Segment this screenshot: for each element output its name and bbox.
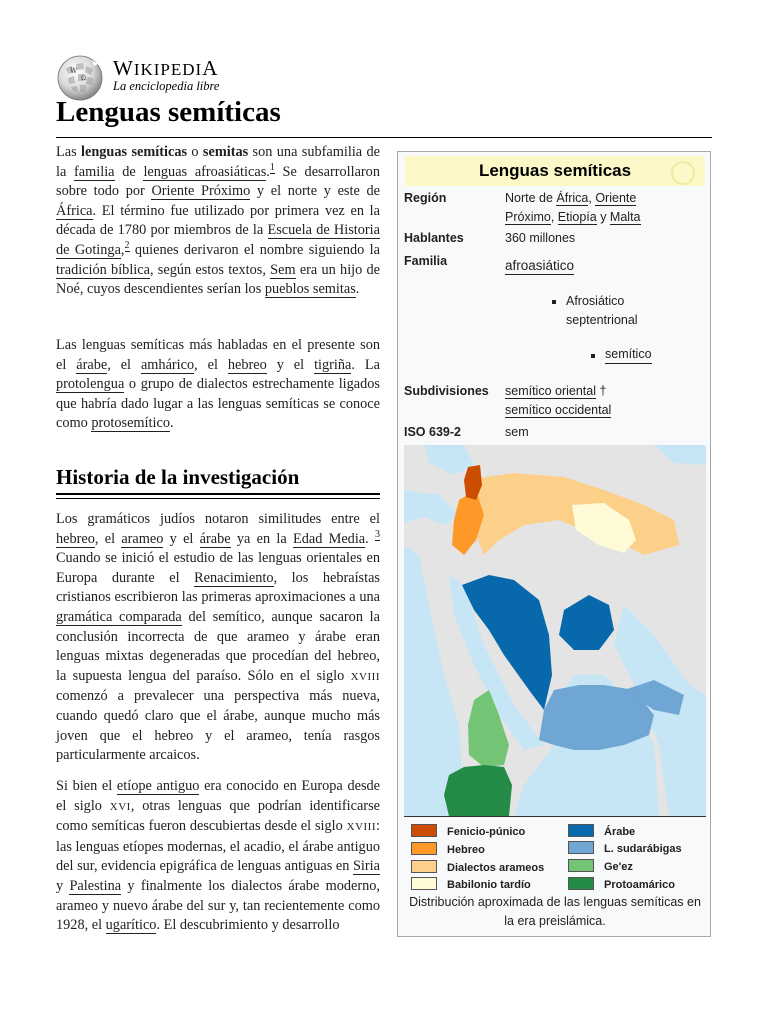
history-paragraph-1: Los gramáticos judíos notaron similitudes entre el hebreo, el arameo y el árabe ya en la Edad Media. $^3$ Cuando se inició el estudio de las lenguas orientales en Europa durante el Renacimiento, los hebraístas cristianos escribieron las primeras aproximaciones a una gramática comparada del semítico, aunque sacaron la conclusión incorrecta de que arameo y árabe eran lenguas mixtas degeneradas que procedían del hebreo, la supuesta lengua del paraíso. Sólo en el siglo XVIII comenzó a prevalecer una perspectiva más nueva, cuando quedó claro que el árabe, aunque mucho más joven que el hebreo y el arameo, tenía rasgos particularmente arcaicos. <box>56 511 380 764</box>
link-siria[interactable]: Siria <box>352 858 380 875</box>
legend-item: Ge'ez <box>568 859 633 873</box>
link-malta[interactable]: Malta <box>609 209 641 224</box>
region-protoamarico <box>444 765 512 816</box>
svg-text:Ω: Ω <box>81 75 86 82</box>
infobox-label-region: Región <box>404 191 447 205</box>
link-pueblos-semitas[interactable]: pueblos semitas <box>264 281 356 298</box>
link-protolengua[interactable]: protolengua <box>56 376 125 393</box>
link-proximo[interactable]: Próximo <box>505 209 551 224</box>
legend-swatch <box>568 877 594 890</box>
link-edad-media[interactable]: Edad Media <box>292 530 366 547</box>
reference-2[interactable]: 2 <box>124 240 130 252</box>
legend-item: Árabe <box>568 824 635 838</box>
link-amharico[interactable]: amhárico <box>140 356 195 373</box>
legend-item: L. sudarábigas <box>568 841 682 855</box>
bullet <box>591 354 595 358</box>
title-divider <box>56 137 712 138</box>
bullet <box>552 300 556 304</box>
legend-swatch <box>568 859 594 872</box>
page-title: Lenguas semíticas <box>56 96 281 128</box>
link-africa[interactable]: África <box>556 191 589 205</box>
legend-swatch <box>411 824 437 837</box>
infobox-label-iso: ISO 639-2 <box>404 425 461 439</box>
link-semitico[interactable]: semítico <box>605 346 652 364</box>
tagline: La enciclopedia libre <box>113 79 220 93</box>
legend-swatch <box>411 877 437 890</box>
infobox-value-region: Norte de África, Oriente Próximo, Etiopía y Malta <box>505 191 641 224</box>
link-afroasiatico[interactable]: afroasiático <box>505 258 575 273</box>
link-etiope-antiguo[interactable]: etíope antiguo <box>116 778 200 794</box>
link-oriente[interactable]: Oriente <box>595 191 637 205</box>
intro-paragraph: Las lenguas semíticas o semitas son una subfamilia de la familia de lenguas afroasiáticas.$^1$ Se desarrollaron sobre todo por Oriente Próximo y el norte y este de África. El término fue utilizado por primera vez en la década de 1780 por miembros de la Escuela de Historia de Gotinga,$^2$ quienes derivaron el nombre siguiendo la tradición bíblica, según estos textos, Sem era un hijo de Noé, cuyos descendientes serían los pueblos semitas. <box>56 144 381 298</box>
link-escuela-gotinga[interactable]: Escuela de Historia de Gotinga <box>56 222 380 258</box>
link-lenguas-afroasiaticas[interactable]: lenguas afroasiáticas <box>143 163 267 180</box>
infobox-value-hablantes: 360 millones <box>505 231 576 245</box>
infobox-title: Lenguas semíticas <box>405 156 705 186</box>
link-hebreo[interactable]: hebreo <box>227 356 267 373</box>
legend-swatch <box>411 842 437 855</box>
infobox-label-familia: Familia <box>404 254 448 268</box>
legend-swatch <box>411 860 437 873</box>
decorative-circle-icon <box>671 161 695 185</box>
legend-swatch <box>568 824 594 837</box>
link-hebreo[interactable]: hebreo <box>56 530 95 547</box>
link-oriente-proximo[interactable]: Oriente Próximo <box>151 183 251 200</box>
link-ugaritico[interactable]: ugarítico <box>105 917 157 934</box>
map-legend <box>404 816 706 893</box>
reference-3[interactable]: 3 <box>375 528 380 540</box>
infobox-label-subdivisiones: Subdivisiones <box>404 384 489 398</box>
infobox-family-sub1: Afrosiático septentrional <box>566 294 638 327</box>
link-sem[interactable]: Sem <box>270 261 296 278</box>
link-arabe[interactable]: árabe <box>199 530 231 547</box>
link-africa[interactable]: África <box>56 202 93 219</box>
legend-item: Hebreo <box>411 842 485 856</box>
section-heading-historia: Historia de la investigación <box>56 465 300 489</box>
wikipedia-wordmark[interactable]: WIKIPEDIA <box>113 56 219 80</box>
wikipedia-globe-logo[interactable] <box>56 54 104 102</box>
infobox-label-hablantes: Hablantes <box>404 231 464 245</box>
semitic-languages-map[interactable] <box>404 445 706 816</box>
link-semitico-oriental[interactable]: semítico oriental <box>505 384 597 398</box>
infobox <box>397 151 711 937</box>
link-familia[interactable]: familia <box>74 163 115 180</box>
link-arameo[interactable]: arameo <box>121 530 164 547</box>
svg-text:W: W <box>70 67 78 75</box>
section-divider <box>56 493 380 495</box>
reference-1[interactable]: 1 <box>269 161 275 173</box>
link-arabe[interactable]: árabe <box>76 356 108 373</box>
link-tradicion-biblica[interactable]: tradición bíblica <box>56 261 150 278</box>
legend-swatch <box>568 841 594 854</box>
legend-item: Protoamárico <box>568 877 675 891</box>
link-palestina[interactable]: Palestina <box>69 877 122 894</box>
link-renacimiento[interactable]: Renacimiento <box>194 569 274 586</box>
link-protosemitico[interactable]: protosemítico <box>91 415 170 432</box>
legend-item: Dialectos arameos <box>411 860 544 874</box>
map-caption: Distribución aproximada de las lenguas semíticas en la era preislámica. <box>409 895 701 928</box>
link-tigrina[interactable]: tigriña <box>314 356 352 373</box>
modern-languages-paragraph: Las lenguas semíticas más habladas en el presente son el árabe, el amhárico, el hebreo y el tigriña. La protolengua o grupo de dialectos estrechamente ligados que habría dado lugar a las lenguas semíticas se conoce como protosemítico. <box>56 337 380 432</box>
infobox-value-subdivisiones: semítico oriental † semítico occidental <box>505 384 612 417</box>
link-gramatica-comparada[interactable]: gramática comparada <box>56 608 182 625</box>
section-divider <box>56 498 380 499</box>
legend-item: Fenicio-púnico <box>411 824 525 838</box>
history-paragraph-2: Si bien el etíope antiguo era conocido en Europa desde el siglo XVI, otras lenguas que podrían identificarse como semíticas fueron descubiertas desde el siglo XVIII: las lenguas etíopes modernas, el acadio, el árabe antiguo del sur, evidencia epigráfica de lenguas antiguas en Siria y Palestina y finalmente los dialectos árabe moderno, arameo y nuevo árabe del sur y, tan recientemente como 1928, el ugarítico. El descubrimiento y desarrollo <box>56 778 380 934</box>
legend-item: Babilonio tardío <box>411 877 531 891</box>
link-etiopia[interactable]: Etiopía <box>557 209 597 224</box>
link-semitico-occidental[interactable]: semítico occidental <box>505 402 612 417</box>
infobox-value-iso: sem <box>505 425 529 439</box>
